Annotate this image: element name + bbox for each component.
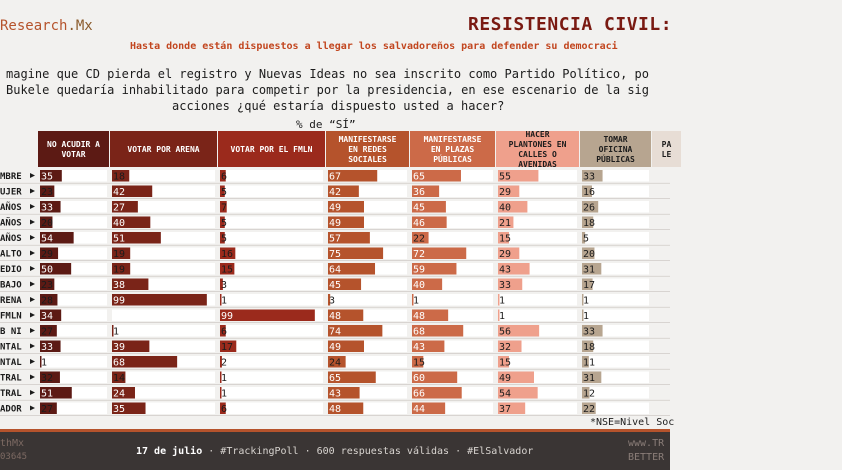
row-label: AÑOS xyxy=(0,234,22,244)
footer-date: 17 de julio xyxy=(136,446,203,457)
column-header-label: MANIFESTARSE xyxy=(338,135,397,144)
page-title: RESISTENCIA CIVIL: xyxy=(468,14,673,35)
column-header-label: PÚBLICAS xyxy=(596,155,635,164)
row-arrow-icon xyxy=(30,173,35,178)
row-separator xyxy=(0,400,670,401)
row-label: UJER xyxy=(0,187,22,198)
bar-track xyxy=(220,232,323,244)
row-label: NTAL xyxy=(0,358,22,368)
column-header-label: NO ACUDIR A xyxy=(47,140,100,149)
data-label: 38 xyxy=(113,280,126,291)
data-label: 46 xyxy=(413,218,426,229)
data-label: 49 xyxy=(499,373,512,384)
data-label: 29 xyxy=(499,187,512,198)
row-arrow-icon xyxy=(30,344,35,349)
row-label: NTAL xyxy=(0,342,22,353)
data-label: 18 xyxy=(113,171,126,183)
column-header-label: TOMAR xyxy=(603,135,628,144)
footer-center xyxy=(136,446,533,457)
data-label: 66 xyxy=(413,388,426,400)
row-arrow-icon xyxy=(30,359,35,364)
row-separator xyxy=(0,260,670,261)
data-label: 29 xyxy=(41,249,54,260)
bar-track xyxy=(112,310,215,322)
data-label: 33 xyxy=(41,202,54,214)
bar-track xyxy=(582,232,649,244)
column-header-label: OFICINA xyxy=(598,145,633,154)
data-label: 23 xyxy=(41,280,54,291)
column-header-label: SOCIALES xyxy=(348,155,387,164)
data-label: 18 xyxy=(583,342,596,353)
data-label: 1 xyxy=(221,295,228,307)
data-label: 43 xyxy=(413,342,426,353)
data-label: 34 xyxy=(41,311,54,322)
data-label: 3 xyxy=(221,280,228,291)
column-header-label: VOTAR POR ARENA xyxy=(127,145,200,154)
bar-track xyxy=(220,263,323,275)
bar-track xyxy=(112,372,215,384)
row-arrow-icon xyxy=(30,390,35,395)
data-label: 44 xyxy=(413,404,426,415)
row-separator xyxy=(0,245,670,246)
row-separator xyxy=(0,276,670,277)
data-label: 54 xyxy=(499,388,512,400)
data-label: 33 xyxy=(499,280,512,291)
row-label: ALTO xyxy=(0,249,22,260)
data-label: 20 xyxy=(41,218,54,229)
footer-left-handle: thMx xyxy=(0,438,25,449)
data-label: 29 xyxy=(499,249,512,260)
data-label: 19 xyxy=(113,249,126,260)
data-label: 55 xyxy=(499,171,512,183)
data-label: 5 xyxy=(221,233,228,245)
data-label: 21 xyxy=(499,218,512,229)
column-header-8 xyxy=(652,131,681,167)
data-label: 33 xyxy=(583,171,596,183)
data-label: 28 xyxy=(41,295,54,307)
data-label: 49 xyxy=(329,202,342,214)
data-label: 1 xyxy=(583,311,590,322)
row-separator xyxy=(0,384,670,385)
data-label: 6 xyxy=(221,171,228,183)
row-separator xyxy=(0,229,670,230)
row-arrow-icon xyxy=(30,204,35,209)
row-arrow-icon xyxy=(30,189,35,194)
bar-track xyxy=(220,248,323,260)
data-bar xyxy=(112,294,207,306)
bar-track xyxy=(328,294,407,306)
row-label: BAJO xyxy=(0,280,22,291)
data-label: 19 xyxy=(113,264,126,276)
row-separator xyxy=(0,415,670,416)
data-label: 1 xyxy=(583,295,590,307)
data-label: 33 xyxy=(583,326,596,338)
data-label: 99 xyxy=(113,295,126,307)
data-label: 14 xyxy=(113,373,126,384)
data-label: 1 xyxy=(41,357,48,369)
data-label: 2 xyxy=(221,357,228,369)
page-subtitle: Hasta donde están dispuestos a llegar los salvadoreños para defender su democraci xyxy=(130,41,618,52)
data-label: 33 xyxy=(41,342,54,353)
data-label: 56 xyxy=(499,326,512,338)
data-label: 37 xyxy=(499,404,512,415)
column-header-label: VOTAR POR EL FMLN xyxy=(230,145,313,154)
data-label: 99 xyxy=(221,311,234,322)
data-label: 17 xyxy=(583,280,596,291)
data-label: 20 xyxy=(583,249,596,260)
data-label: 51 xyxy=(41,388,54,400)
data-label: 43 xyxy=(329,388,342,400)
data-label: 7 xyxy=(221,202,228,214)
row-arrow-icon xyxy=(30,282,35,287)
bar-track xyxy=(498,294,577,306)
row-separator xyxy=(0,322,670,323)
brand-prefix: Research xyxy=(0,18,68,34)
column-header-label: MANIFESTARSE xyxy=(423,135,482,144)
data-label: 1 xyxy=(221,388,228,400)
column-header-label: EN PLAZAS xyxy=(430,145,475,154)
row-separator xyxy=(0,214,670,215)
bar-track xyxy=(220,201,323,213)
column-header-label: PA xyxy=(661,140,672,149)
data-label: 49 xyxy=(329,218,342,229)
data-label: 40 xyxy=(499,202,512,214)
data-label: 27 xyxy=(113,202,126,214)
data-label: 57 xyxy=(329,233,342,245)
row-label: ADOR xyxy=(0,404,22,415)
data-label: 15 xyxy=(499,233,512,245)
data-label: 1 xyxy=(221,373,228,384)
footer-left-phone: 03645 xyxy=(0,452,28,462)
row-label: FMLN xyxy=(0,311,22,322)
bar-track xyxy=(112,325,215,337)
row-arrow-icon xyxy=(30,406,35,411)
data-label: 74 xyxy=(329,326,342,338)
bar-track xyxy=(582,294,649,306)
data-label: 23 xyxy=(41,187,54,198)
data-label: 48 xyxy=(329,311,342,322)
brand-suffix: .Mx xyxy=(67,18,93,34)
data-label: 6 xyxy=(221,326,228,338)
data-label: 65 xyxy=(329,373,342,384)
row-arrow-icon xyxy=(30,313,35,318)
column-header-label: LE xyxy=(661,150,672,159)
data-label: 5 xyxy=(221,187,228,198)
row-label: TRAL xyxy=(0,389,22,399)
question-line-1: magine que CD pierda el registro y Nuevas Ideas no sea inscrito como Partido Político, po xyxy=(6,67,649,81)
row-label: AÑOS xyxy=(0,203,22,213)
data-label: 48 xyxy=(413,311,426,322)
row-arrow-icon xyxy=(30,251,35,256)
data-label: 42 xyxy=(329,187,342,198)
row-label: B NI xyxy=(0,327,22,337)
row-arrow-icon xyxy=(30,297,35,302)
data-label: 16 xyxy=(583,187,596,198)
footnote: *NSE=Nivel Soc xyxy=(590,417,675,428)
data-label: 26 xyxy=(583,202,596,214)
data-label: 75 xyxy=(329,249,342,260)
data-label: 15 xyxy=(413,357,426,369)
data-bar xyxy=(220,310,315,322)
data-label: 5 xyxy=(583,233,590,245)
bar-track xyxy=(220,217,323,229)
data-label: 31 xyxy=(583,264,596,276)
data-label: 27 xyxy=(41,404,54,415)
footer-right-url: www.TR xyxy=(628,438,665,449)
bar-track xyxy=(582,310,649,322)
percent-label: % de “SÍ” xyxy=(296,118,356,131)
data-label: 11 xyxy=(583,357,596,369)
data-label: 5 xyxy=(221,218,228,229)
data-label: 22 xyxy=(583,404,596,415)
data-label: 22 xyxy=(413,233,426,245)
bar-track xyxy=(220,186,323,198)
bar-track xyxy=(412,294,493,306)
data-label: 42 xyxy=(113,187,126,198)
bar-track xyxy=(220,294,323,306)
data-label: 54 xyxy=(41,233,54,245)
data-label: 24 xyxy=(113,388,126,400)
column-header-label: AVENIDAS xyxy=(518,160,557,169)
row-separator xyxy=(0,307,670,308)
column-header-label: CALLES O xyxy=(518,150,557,159)
row-arrow-icon xyxy=(30,266,35,271)
bar-track xyxy=(40,356,107,368)
data-label: 67 xyxy=(329,171,342,183)
row-arrow-icon xyxy=(30,235,35,240)
footer-hashtags: · #TrackingPoll · 600 respuestas válidas · #ElSalvador xyxy=(202,446,534,457)
data-label: 40 xyxy=(413,280,426,291)
row-separator xyxy=(0,183,670,184)
row-separator xyxy=(0,338,670,339)
column-header-label: EN REDES xyxy=(348,145,387,154)
data-label: 15 xyxy=(221,264,234,276)
row-separator xyxy=(0,291,670,292)
row-label: TRAL xyxy=(0,373,22,384)
bar-track xyxy=(220,325,323,337)
data-label: 45 xyxy=(413,202,426,214)
row-separator xyxy=(0,353,670,354)
data-label: 12 xyxy=(583,388,596,400)
data-label: 36 xyxy=(413,187,426,198)
row-separator xyxy=(0,198,670,199)
data-label: 16 xyxy=(221,249,234,260)
footer-right-slogan: BETTER xyxy=(628,452,665,463)
bar-track xyxy=(220,170,323,182)
column-header-1 xyxy=(38,131,109,167)
row-arrow-icon xyxy=(30,328,35,333)
data-label: 1 xyxy=(499,295,506,307)
data-label: 51 xyxy=(113,233,126,245)
column-header-label: PLANTONES EN xyxy=(508,140,567,149)
data-label: 48 xyxy=(329,404,342,415)
data-label: 1 xyxy=(499,311,506,322)
bar-track xyxy=(220,387,323,399)
row-label: EDIO xyxy=(0,265,22,275)
data-label: 45 xyxy=(329,280,342,291)
data-label: 72 xyxy=(413,249,426,260)
bar-track xyxy=(220,356,323,368)
data-label: 60 xyxy=(413,373,426,384)
data-label: 3 xyxy=(329,295,336,307)
footer-accent-bar xyxy=(0,429,670,432)
row-label: MBRE xyxy=(0,172,22,182)
bar-track xyxy=(498,310,577,322)
question-line-3: acciones ¿qué estaría dispuesto usted a hacer? xyxy=(172,99,505,113)
bar-track xyxy=(220,372,323,384)
data-label: 6 xyxy=(221,404,228,415)
bar-track xyxy=(220,279,323,291)
data-label: 1 xyxy=(413,295,420,307)
data-label: 39 xyxy=(113,342,126,353)
column-header-label: PÚBLICAS xyxy=(433,155,472,164)
column-header-label: HACER xyxy=(525,130,550,139)
data-label: 32 xyxy=(499,342,512,353)
row-arrow-icon xyxy=(30,375,35,380)
column-header-label: VOTAR xyxy=(61,150,86,159)
data-label: 43 xyxy=(499,264,512,276)
data-label: 15 xyxy=(499,357,512,369)
data-label: 65 xyxy=(413,171,426,183)
row-label: AÑOS xyxy=(0,218,22,229)
data-label: 68 xyxy=(113,357,126,369)
data-label: 17 xyxy=(221,342,234,353)
data-label: 50 xyxy=(41,264,54,276)
data-label: 24 xyxy=(329,357,342,369)
row-label: RENA xyxy=(0,296,22,306)
data-label: 31 xyxy=(583,373,596,384)
data-label: 18 xyxy=(583,218,596,229)
data-label: 35 xyxy=(113,404,126,415)
data-label: 64 xyxy=(329,264,342,276)
data-label: 40 xyxy=(113,218,126,229)
bar-track xyxy=(220,403,323,415)
data-label: 35 xyxy=(41,171,54,183)
data-label: 49 xyxy=(329,342,342,353)
row-arrow-icon xyxy=(30,220,35,225)
data-label: 27 xyxy=(41,326,54,338)
row-separator xyxy=(0,369,670,370)
question-line-2: Bukele quedaría inhabilitado para competir por la presidencia, en ese escenario de la sig xyxy=(6,83,649,97)
data-label: 68 xyxy=(413,326,426,338)
data-label: 32 xyxy=(41,373,54,384)
data-label: 59 xyxy=(413,264,426,276)
data-label: 1 xyxy=(113,326,120,338)
